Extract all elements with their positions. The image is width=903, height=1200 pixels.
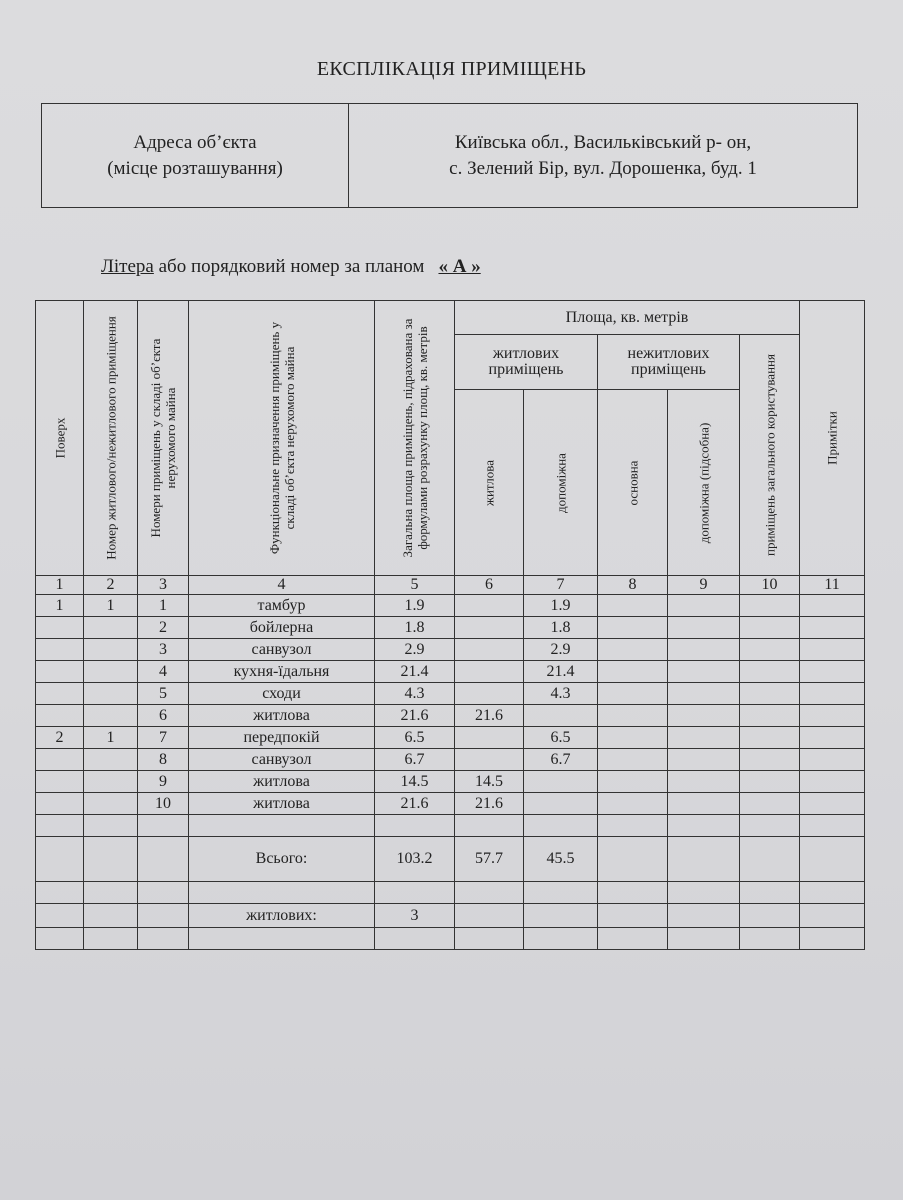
cell-unit	[84, 793, 138, 815]
cell-empty	[740, 705, 800, 727]
cell-floor	[36, 749, 84, 771]
cell-name: житлова	[189, 705, 375, 727]
cell-empty	[740, 882, 800, 904]
cell-empty	[138, 837, 189, 882]
cell-floor: 1	[36, 595, 84, 617]
cell-room: 2	[138, 617, 189, 639]
cell-empty	[598, 683, 668, 705]
cell-total: 14.5	[375, 771, 455, 793]
cell-empty	[455, 928, 524, 950]
cell-floor	[36, 639, 84, 661]
cell-room: 10	[138, 793, 189, 815]
cell-floor	[36, 661, 84, 683]
cell-empty	[740, 928, 800, 950]
cell-empty	[668, 882, 740, 904]
table-row	[36, 683, 865, 705]
table-row	[36, 771, 865, 793]
header-living: житлова	[455, 390, 524, 576]
cell-name: житлова	[189, 793, 375, 815]
cell-empty	[740, 815, 800, 837]
cell-empty	[800, 904, 865, 928]
table-row	[36, 749, 865, 771]
cell-aux: 1.8	[524, 617, 598, 639]
cell-living	[455, 661, 524, 683]
cell-empty	[524, 928, 598, 950]
cell-empty	[800, 639, 865, 661]
cell-empty	[668, 705, 740, 727]
cell-empty	[84, 815, 138, 837]
cell-aux	[524, 771, 598, 793]
cell-floor	[36, 771, 84, 793]
table-row-empty	[36, 928, 865, 950]
column-number: 3	[138, 576, 189, 595]
cell-aux: 6.7	[524, 749, 598, 771]
cell-empty	[598, 661, 668, 683]
cell-total: 1.9	[375, 595, 455, 617]
cell-empty	[800, 793, 865, 815]
cell-room: 8	[138, 749, 189, 771]
cell-empty	[375, 882, 455, 904]
header-room-numbers: Номери приміщень у складі об’єкта нерухомого майна	[138, 301, 189, 576]
header-auxiliary: допоміжна	[524, 390, 598, 576]
cell-aux	[524, 705, 598, 727]
address-value-line1: Київська обл., Васильківський р- он,	[454, 131, 752, 153]
header-notes: Примітки	[800, 301, 865, 576]
cell-living: 21.6	[455, 705, 524, 727]
cell-empty	[189, 815, 375, 837]
header-area-group: Площа, кв. метрів	[455, 301, 800, 335]
cell-empty	[740, 793, 800, 815]
column-number: 2	[84, 576, 138, 595]
cell-empty	[800, 705, 865, 727]
cell-total: 21.4	[375, 661, 455, 683]
table-row	[36, 793, 865, 815]
cell-room: 7	[138, 727, 189, 749]
table-row	[36, 639, 865, 661]
table-row-total	[36, 837, 865, 882]
cell-empty	[800, 928, 865, 950]
header-main: основна	[598, 390, 668, 576]
column-number: 5	[375, 576, 455, 595]
cell-empty	[598, 705, 668, 727]
cell-empty	[800, 661, 865, 683]
column-number: 11	[800, 576, 865, 595]
cell-empty	[598, 771, 668, 793]
cell-room: 3	[138, 639, 189, 661]
cell-empty	[189, 928, 375, 950]
address-value-line2: с. Зелений Бір, вул. Дорошенка, буд. 1	[449, 157, 757, 179]
column-number: 7	[524, 576, 598, 595]
document-title: ЕКСПЛІКАЦІЯ ПРИМІЩЕНЬ	[316, 58, 587, 80]
cell-room: 4	[138, 661, 189, 683]
cell-empty	[598, 749, 668, 771]
cell-empty	[800, 683, 865, 705]
total-cell: 45.5	[524, 837, 598, 882]
cell-total: 4.3	[375, 683, 455, 705]
cell-living	[455, 595, 524, 617]
cell-empty	[138, 882, 189, 904]
header-purpose: Функціональне призначення приміщень у складі об’єкта нерухомого майна	[189, 301, 375, 576]
cell-unit	[84, 683, 138, 705]
table-row	[36, 705, 865, 727]
cell-empty	[800, 727, 865, 749]
cell-empty	[668, 815, 740, 837]
cell-empty	[800, 595, 865, 617]
cell-unit	[84, 639, 138, 661]
cell-empty	[740, 904, 800, 928]
table-row	[36, 661, 865, 683]
cell-aux: 6.5	[524, 727, 598, 749]
cell-empty	[740, 639, 800, 661]
cell-empty	[740, 837, 800, 882]
cell-name: санвузол	[189, 749, 375, 771]
cell-name: житлова	[189, 771, 375, 793]
cell-empty	[740, 683, 800, 705]
cell-name: тамбур	[189, 595, 375, 617]
cell-unit: 1	[84, 727, 138, 749]
cell-living	[455, 727, 524, 749]
address-label-line2: (місце розташування)	[107, 157, 283, 179]
total-cell: 103.2	[375, 837, 455, 882]
table-row	[36, 595, 865, 617]
cell-empty	[598, 595, 668, 617]
cell-total: 1.8	[375, 617, 455, 639]
cell-empty	[740, 595, 800, 617]
table-row-empty	[36, 882, 865, 904]
cell-empty	[598, 928, 668, 950]
cell-total: 6.5	[375, 727, 455, 749]
cell-empty	[800, 749, 865, 771]
cell-empty	[800, 617, 865, 639]
cell-empty	[598, 904, 668, 928]
table-header	[36, 301, 865, 576]
explication-table	[35, 300, 865, 950]
cell-empty	[189, 882, 375, 904]
address-label-line1: Адреса об’єкта	[133, 131, 257, 153]
cell-empty	[598, 639, 668, 661]
cell-unit: 1	[84, 595, 138, 617]
header-residential-group: житлових приміщень	[455, 335, 598, 390]
cell-living	[455, 683, 524, 705]
cell-unit	[84, 617, 138, 639]
litera-line	[101, 256, 481, 278]
total-cell: 57.7	[455, 837, 524, 882]
cell-empty	[524, 882, 598, 904]
cell-total: 21.6	[375, 705, 455, 727]
cell-room: 1	[138, 595, 189, 617]
cell-empty	[36, 882, 84, 904]
cell-empty	[455, 882, 524, 904]
cell-empty	[138, 815, 189, 837]
cell-empty	[668, 617, 740, 639]
cell-empty	[668, 837, 740, 882]
residential-count-cell: 3	[375, 904, 455, 928]
cell-unit	[84, 661, 138, 683]
total-cell: Всього:	[189, 837, 375, 882]
cell-empty	[524, 904, 598, 928]
cell-empty	[524, 815, 598, 837]
cell-empty	[138, 928, 189, 950]
cell-floor	[36, 683, 84, 705]
cell-empty	[598, 793, 668, 815]
cell-empty	[668, 771, 740, 793]
cell-empty	[800, 882, 865, 904]
header-floor: Поверх	[36, 301, 84, 576]
cell-aux	[524, 793, 598, 815]
cell-empty	[598, 617, 668, 639]
cell-living: 14.5	[455, 771, 524, 793]
cell-empty	[598, 815, 668, 837]
cell-floor	[36, 705, 84, 727]
cell-empty	[668, 928, 740, 950]
cell-empty	[668, 661, 740, 683]
cell-aux: 4.3	[524, 683, 598, 705]
cell-empty	[740, 727, 800, 749]
cell-name: передпокій	[189, 727, 375, 749]
cell-empty	[668, 727, 740, 749]
cell-empty	[84, 904, 138, 928]
column-number: 9	[668, 576, 740, 595]
cell-empty	[740, 771, 800, 793]
cell-unit	[84, 771, 138, 793]
cell-living	[455, 617, 524, 639]
column-number: 6	[455, 576, 524, 595]
table-row	[36, 617, 865, 639]
cell-empty	[36, 837, 84, 882]
cell-living	[455, 749, 524, 771]
cell-empty	[36, 928, 84, 950]
column-number: 10	[740, 576, 800, 595]
cell-empty	[740, 617, 800, 639]
residential-count-cell: житлових:	[189, 904, 375, 928]
cell-empty	[84, 928, 138, 950]
cell-empty	[138, 904, 189, 928]
litera-text: або порядковий номер за планом	[153, 256, 425, 277]
cell-floor	[36, 617, 84, 639]
column-number: 4	[189, 576, 375, 595]
cell-living: 21.6	[455, 793, 524, 815]
cell-name: санвузол	[189, 639, 375, 661]
cell-empty	[668, 683, 740, 705]
cell-empty	[375, 815, 455, 837]
address-box	[41, 103, 858, 208]
column-numbers	[36, 576, 865, 595]
cell-empty	[668, 749, 740, 771]
cell-empty	[668, 639, 740, 661]
cell-empty	[740, 661, 800, 683]
cell-name: бойлерна	[189, 617, 375, 639]
cell-empty	[598, 882, 668, 904]
cell-empty	[800, 837, 865, 882]
cell-empty	[740, 749, 800, 771]
address-value	[349, 104, 857, 207]
cell-room: 6	[138, 705, 189, 727]
header-total-area: Загальна площа приміщень, підрахована за формулами розрахунку площ, кв. метрів	[375, 301, 455, 576]
cell-empty	[84, 882, 138, 904]
header-aux-utility: допоміжна (підсобна)	[668, 390, 740, 576]
cell-room: 5	[138, 683, 189, 705]
column-number-row	[36, 576, 865, 595]
cell-aux: 21.4	[524, 661, 598, 683]
table-row-residential-count	[36, 904, 865, 928]
litera-prefix: Літера	[101, 256, 154, 277]
table-row-empty	[36, 815, 865, 837]
cell-living	[455, 639, 524, 661]
cell-empty	[668, 904, 740, 928]
cell-name: сходи	[189, 683, 375, 705]
cell-floor: 2	[36, 727, 84, 749]
cell-empty	[36, 904, 84, 928]
header-nonresidential-group: нежитлових приміщень	[598, 335, 740, 390]
cell-total: 2.9	[375, 639, 455, 661]
cell-unit	[84, 749, 138, 771]
cell-empty	[598, 837, 668, 882]
cell-floor	[36, 793, 84, 815]
cell-empty	[455, 904, 524, 928]
cell-empty	[84, 837, 138, 882]
cell-empty	[668, 793, 740, 815]
column-number: 1	[36, 576, 84, 595]
table-body	[36, 595, 865, 950]
column-number: 8	[598, 576, 668, 595]
cell-empty	[455, 815, 524, 837]
cell-empty	[36, 815, 84, 837]
cell-empty	[375, 928, 455, 950]
cell-aux: 2.9	[524, 639, 598, 661]
cell-unit	[84, 705, 138, 727]
cell-room: 9	[138, 771, 189, 793]
cell-aux: 1.9	[524, 595, 598, 617]
cell-empty	[668, 595, 740, 617]
cell-total: 6.7	[375, 749, 455, 771]
cell-empty	[800, 815, 865, 837]
table-row	[36, 727, 865, 749]
cell-total: 21.6	[375, 793, 455, 815]
litera-value: « А »	[438, 256, 481, 277]
header-unit-number: Номер житлового/нежитлового приміщення	[84, 301, 138, 576]
cell-empty	[598, 727, 668, 749]
cell-empty	[800, 771, 865, 793]
address-label	[42, 104, 349, 207]
header-common-use: приміщень загального користування	[740, 335, 800, 576]
cell-name: кухня-їдальня	[189, 661, 375, 683]
